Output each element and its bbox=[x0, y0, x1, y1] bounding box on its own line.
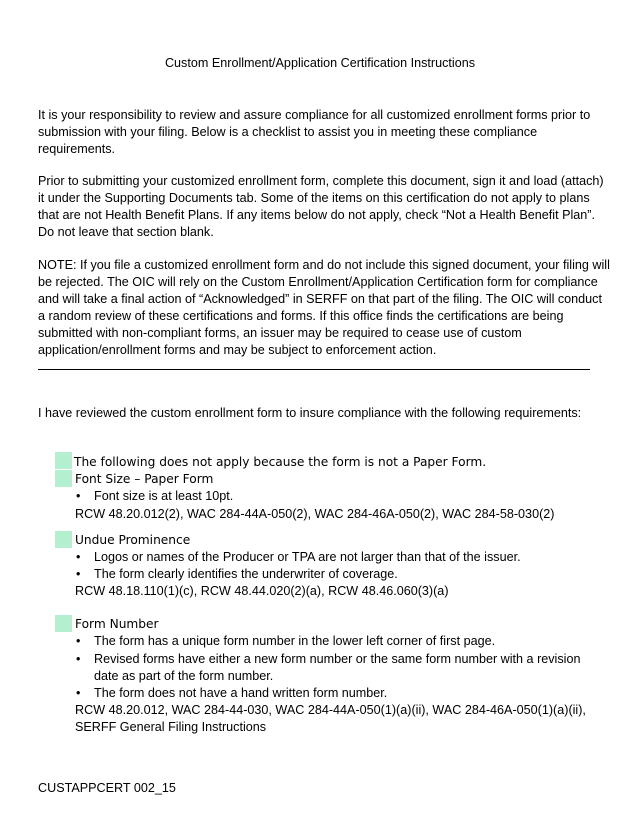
divider bbox=[38, 369, 590, 370]
review-statement: I have reviewed the custom enrollment form to insure compliance with the following requirements: bbox=[38, 406, 582, 420]
form-number-label: Form Number bbox=[75, 617, 159, 631]
font-size-bullet-1: Font size is at least 10pt. bbox=[94, 489, 234, 503]
form-number-citation-line-1: RCW 48.20.012, WAC 284-44-030, WAC 284-44A-050(1)(a)(ii), WAC 284-46A-050(1)(a)(ii), bbox=[75, 703, 586, 717]
instructions-paragraph: Prior to submitting your customized enrollment form, complete this document, sign it and load (attach) it under the Supporting Documents tab. Some of the items on this certification do not apply to plans that are not Health Benefit Plans. If any items below do not apply, check “Not a Health Benefit Plan”. Do not leave that section blank. bbox=[38, 174, 604, 239]
undue-prominence-bullet-1: Logos or names of the Producer or TPA are not larger than that of the issuer. bbox=[94, 550, 521, 564]
font-size-checkbox[interactable] bbox=[55, 470, 72, 487]
form-number-bullet-2: Revised forms have either a new form number or the same form number with a revision date as part of the form number. bbox=[94, 652, 581, 683]
not-paper-form-checkbox[interactable] bbox=[55, 452, 72, 469]
bullet-icon: • bbox=[76, 489, 81, 503]
undue-prominence-checkbox[interactable] bbox=[55, 531, 72, 548]
form-number-bullet-1: The form has a unique form number in the lower left corner of first page. bbox=[94, 634, 496, 648]
not-paper-form-label: The following does not apply because the form is not a Paper Form. bbox=[74, 455, 487, 469]
bullet-icon: • bbox=[76, 686, 81, 700]
page-title: Custom Enrollment/Application Certification Instructions bbox=[164, 56, 476, 70]
undue-prominence-label: Undue Prominence bbox=[75, 533, 191, 547]
bullet-icon: • bbox=[76, 550, 81, 564]
bullet-icon: • bbox=[76, 634, 81, 648]
form-number-citation-line-2: SERFF General Filing Instructions bbox=[75, 720, 267, 734]
font-size-label: Font Size – Paper Form bbox=[75, 472, 214, 486]
undue-prominence-citation: RCW 48.18.110(1)(c), RCW 48.44.020(2)(a), RCW 48.46.060(3)(a) bbox=[75, 584, 449, 598]
form-number-bullet-3: The form does not have a hand written form number. bbox=[94, 686, 388, 700]
form-number-checkbox[interactable] bbox=[55, 615, 72, 632]
bullet-icon: • bbox=[76, 567, 81, 581]
undue-prominence-bullet-2: The form clearly identifies the underwriter of coverage. bbox=[94, 567, 398, 581]
footer-form-code: CUSTAPPCERT 002_15 bbox=[38, 781, 176, 795]
intro-paragraph: It is your responsibility to review and assure compliance for all customized enrollment forms prior to submission with your filing. Below is a checklist to assist you in meeting these compliance requirements. bbox=[38, 108, 591, 156]
bullet-icon: • bbox=[76, 652, 81, 666]
note-paragraph: NOTE: If you file a customized enrollment form and do not include this signed document, your filing will be rejected. The OIC will rely on the Custom Enrollment/Application Certification form for compliance and will take a final action of “Acknowledged” in SERFF on that part of the filing. The OIC will conduct a random review of these certifications and forms. If this office finds the certifications are being submitted with non-compliant forms, an issuer may be required to cease use of custom application/enrollment forms and may be subject to enforcement action. bbox=[38, 258, 610, 357]
font-size-citation: RCW 48.20.012(2), WAC 284-44A-050(2), WAC 284-46A-050(2), WAC 284-58-030(2) bbox=[75, 507, 555, 521]
